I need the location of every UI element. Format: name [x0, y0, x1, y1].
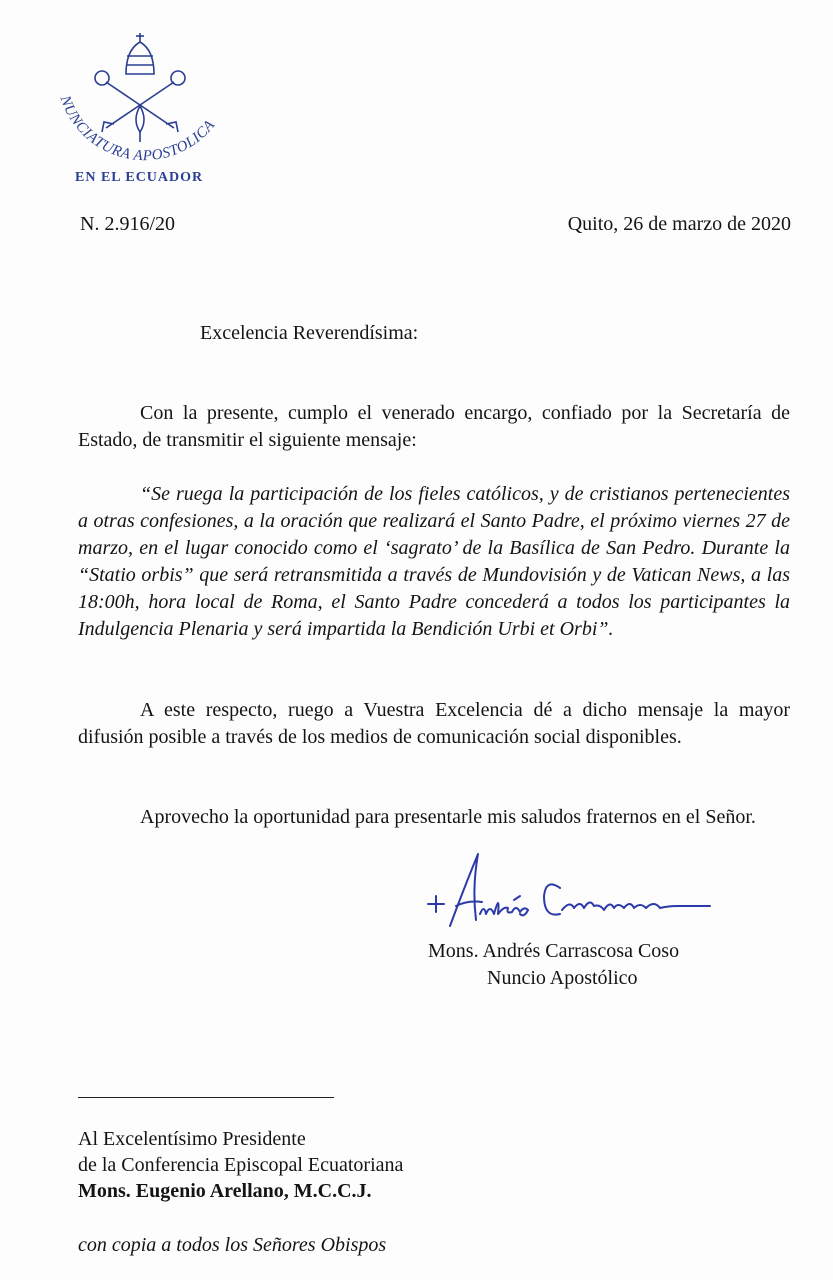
letterhead-subtitle: EN EL ECUADOR: [75, 170, 204, 185]
signer-name: Mons. Andrés Carrascosa Coso: [428, 940, 680, 962]
body-paragraph: Con la presente, cumplo el venerado encargo, confiado por la Secretaría de Estado, de transmitir el siguiente mensaje:: [78, 402, 790, 451]
divider: [78, 1097, 334, 1098]
nunciature-seal-icon: [40, 20, 250, 170]
closing-paragraph: Aprovecho la oportunidad para presentarle mis saludos fraternos en el Señor.: [140, 806, 756, 828]
salutation: Excelencia Reverendísima:: [200, 322, 419, 344]
body-paragraph: A este respecto, ruego a Vuestra Excelencia dé a dicho mensaje la mayor difusión posible a través de los medios de comunicación social disponibles.: [78, 699, 790, 748]
seal-text: NUNCIATURA APOSTOLICA: [56, 93, 219, 165]
signer-title: Nuncio Apostólico: [487, 967, 638, 989]
addressee-name: Mons. Eugenio Arellano, M.C.C.J.: [78, 1180, 372, 1202]
addressee-line: de la Conferencia Episcopal Ecuatoriana: [78, 1154, 404, 1176]
reference-number: N. 2.916/20: [80, 213, 175, 235]
carbon-copy-note: con copia a todos los Señores Obispos: [78, 1234, 387, 1256]
place-date: Quito, 26 de marzo de 2020: [567, 213, 791, 235]
quoted-message: “Se ruega la participación de los fieles católicos, y de cristianos pertenecientes a otras confesiones, a la oración que realizará el Santo Padre, el próximo viernes 27 de marzo, en el lugar conocido como el ‘sagrato’ de la Basílica de San Pedro. Durante la “Statio orbis” que será retransmitida a través de Mundovisión y de Vatican News, a las 18:00h, hora local de Roma, el Santo Padre concederá a todos los participantes la Indulgencia Plenaria y será impartida la Bendición Urbi et Orbi”.: [78, 483, 790, 640]
handwritten-signature: [420, 848, 720, 928]
addressee-line: Al Excelentísimo Presidente: [78, 1128, 306, 1150]
